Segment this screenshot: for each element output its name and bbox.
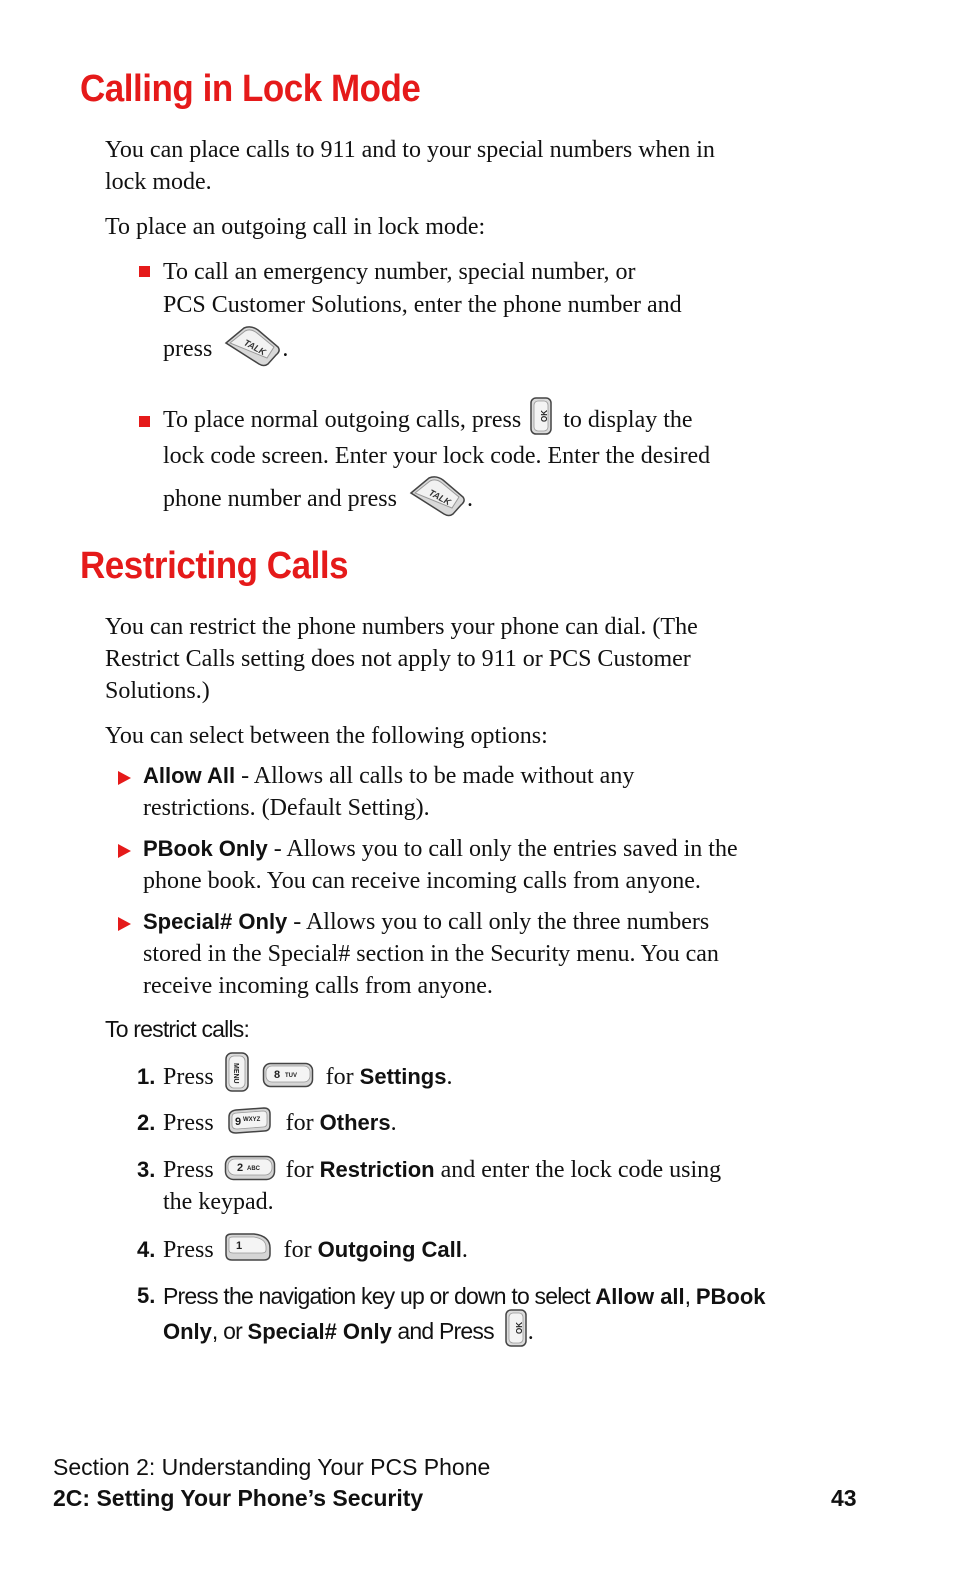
option-special-only: Special# Only - Allows you to call only the three numbers stored in the Special# section in the Security menu. You can receive incoming calls from anyone. bbox=[143, 909, 719, 999]
ok-key-icon bbox=[529, 396, 553, 436]
bullet-2-line-1: To place normal outgoing calls, press OK to display the bbox=[163, 404, 693, 436]
step-number: 2. bbox=[137, 1110, 156, 1135]
bullet-square bbox=[139, 416, 150, 427]
bullet-square bbox=[139, 266, 150, 277]
svg-text:OK: OK bbox=[540, 410, 550, 423]
step-number: 4. bbox=[137, 1237, 156, 1262]
key-1-icon bbox=[224, 1232, 272, 1262]
option-allow-all: Allow All - Allows all calls to be made without any restrictions. (Default Setting). bbox=[143, 763, 635, 821]
bullet-triangle bbox=[118, 917, 131, 931]
svg-text:WXYZ: WXYZ bbox=[242, 1117, 261, 1124]
bullet-triangle bbox=[118, 844, 131, 858]
svg-text:ABC: ABC bbox=[246, 1166, 260, 1173]
ok-key-icon bbox=[504, 1308, 528, 1348]
step-number: 1. bbox=[137, 1064, 156, 1089]
heading-calling-in-lock-mode: Calling in Lock Mode bbox=[80, 68, 421, 110]
page-number: 43 bbox=[831, 1485, 857, 1511]
key-9-wxyz-icon bbox=[226, 1107, 272, 1135]
intro-paragraph-2: You can restrict the phone numbers your phone can dial. (The Restrict Calls setting does not apply to 911 or PCS Customer Solutions.) bbox=[105, 614, 698, 704]
svg-text:TALK: TALK bbox=[427, 487, 453, 508]
svg-text:OK: OK bbox=[514, 1322, 524, 1335]
footer-section: Section 2: Understanding Your PCS Phone bbox=[53, 1454, 491, 1480]
footer-chapter: 2C: Setting Your Phone’s Security bbox=[53, 1485, 424, 1511]
talk-key-icon bbox=[224, 325, 282, 367]
bullet-1-line-3: press TALK . bbox=[163, 333, 288, 367]
svg-text:TALK: TALK bbox=[242, 337, 268, 358]
svg-text:8: 8 bbox=[273, 1069, 280, 1082]
bullet-1-line-1: To call an emergency number, special number, or bbox=[163, 259, 636, 285]
step-4: Press 1 for Outgoing Call. bbox=[163, 1234, 468, 1266]
step-number: 5. bbox=[137, 1283, 156, 1308]
lead-text-1: To place an outgoing call in lock mode: bbox=[105, 214, 486, 240]
step-2: Press 9 WXYZ for Others. bbox=[163, 1107, 397, 1139]
talk-key-icon bbox=[409, 475, 467, 517]
svg-text:1: 1 bbox=[235, 1240, 242, 1253]
steps-lead: To restrict calls: bbox=[105, 1016, 250, 1042]
step-number: 3. bbox=[137, 1157, 156, 1182]
svg-text:9: 9 bbox=[234, 1116, 241, 1129]
step-1: Press MENU 8 TUV for Settings. bbox=[163, 1061, 452, 1093]
bullet-triangle bbox=[118, 771, 131, 785]
bullet-2-line-3: phone number and press TALK . bbox=[163, 483, 473, 517]
bullet-2-line-2: lock code screen. Enter your lock code. Enter the desired bbox=[163, 443, 711, 469]
lead-text-2: You can select between the following options: bbox=[105, 723, 548, 749]
key-8-tuv-icon bbox=[262, 1062, 314, 1088]
menu-key-icon bbox=[224, 1051, 250, 1093]
heading-restricting-calls: Restricting Calls bbox=[80, 545, 349, 587]
intro-paragraph-1: You can place calls to 911 and to your special numbers when in lock mode. bbox=[105, 137, 715, 195]
step-3: Press 2 ABC for Restriction and enter the lock code using the keypad. bbox=[163, 1157, 722, 1215]
svg-text:MENU: MENU bbox=[231, 1063, 239, 1085]
bullet-1-line-2: PCS Customer Solutions, enter the phone number and bbox=[163, 292, 682, 318]
step-5: Press the navigation key up or down to select Allow all, PBook Only, or Special# Only and Press OK . bbox=[163, 1279, 766, 1349]
svg-text:2: 2 bbox=[236, 1162, 243, 1175]
svg-text:TUV: TUV bbox=[284, 1073, 297, 1080]
option-pbook-only: PBook Only - Allows you to call only the entries saved in the phone book. You can receive incoming calls from anyone. bbox=[143, 836, 738, 894]
key-2-abc-icon bbox=[224, 1155, 276, 1181]
